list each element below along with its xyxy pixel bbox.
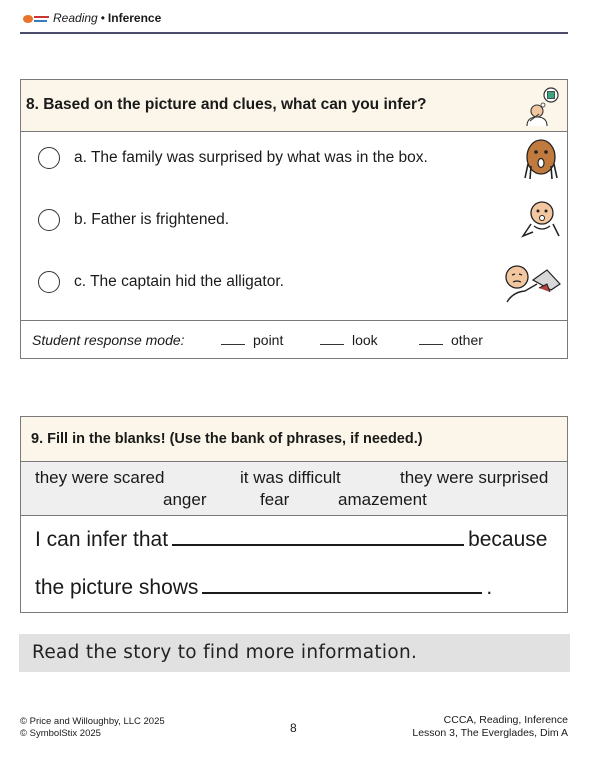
question-9-header bbox=[21, 417, 567, 462]
mode-look-blank[interactable] bbox=[320, 332, 344, 345]
header-separator: • bbox=[100, 11, 105, 25]
copyright-line-1: © Price and Willoughby, LLC 2025 bbox=[20, 716, 165, 727]
phrase-item: it was difficult bbox=[240, 468, 341, 487]
mode-look-label: look bbox=[352, 332, 378, 348]
sentence-2 bbox=[35, 574, 492, 600]
option-c-radio[interactable] bbox=[38, 271, 60, 293]
sentence-1-end: because bbox=[468, 528, 548, 551]
sentence-2-start: the picture shows bbox=[35, 576, 199, 599]
question-9-title: 9. Fill in the blanks! (Use the bank of phrases, if needed.) bbox=[31, 431, 423, 447]
question-8-title: 8. Based on the picture and clues, what can you infer? bbox=[26, 96, 427, 113]
question-8-header bbox=[21, 80, 567, 132]
thinking-person-icon bbox=[521, 84, 561, 128]
footer-lesson: Lesson 3, The Everglades, Dim A bbox=[412, 727, 568, 739]
phrase-item: anger bbox=[163, 490, 207, 509]
question-8-box bbox=[20, 79, 568, 359]
option-a[interactable] bbox=[21, 132, 567, 192]
footer-copyright bbox=[20, 716, 165, 740]
phrase-item: fear bbox=[260, 490, 290, 509]
mode-point-label: point bbox=[253, 332, 284, 348]
page-header bbox=[20, 10, 568, 34]
option-a-radio[interactable] bbox=[38, 147, 60, 169]
tip-text: Read the story to find more information. bbox=[32, 642, 418, 663]
mode-other-label: other bbox=[451, 332, 483, 348]
question-9-box bbox=[20, 416, 568, 613]
phrase-item: amazement bbox=[338, 490, 427, 509]
hiding-person-icon bbox=[503, 258, 563, 308]
sentence-2-end: . bbox=[486, 576, 493, 599]
option-b-text: b. Father is frightened. bbox=[74, 211, 230, 228]
page-number: 8 bbox=[290, 721, 297, 735]
option-b-radio[interactable] bbox=[38, 209, 60, 231]
publisher-logo-icon bbox=[22, 13, 50, 25]
frightened-person-icon bbox=[503, 196, 563, 246]
mode-point-blank[interactable] bbox=[221, 332, 245, 345]
response-mode-label: Student response mode: bbox=[32, 332, 185, 348]
phrase-bank bbox=[21, 462, 567, 516]
blank-line-2[interactable] bbox=[202, 574, 482, 594]
header-topic: Inference bbox=[107, 11, 162, 25]
response-mode-row bbox=[21, 320, 567, 358]
sentence-1-start: I can infer that bbox=[35, 528, 169, 551]
sentence-1 bbox=[35, 526, 547, 552]
option-a-text: a. The family was surprised by what was in the box. bbox=[74, 149, 428, 166]
footer-course: CCCA, Reading, Inference bbox=[443, 714, 568, 726]
phrase-item: they were surprised bbox=[400, 468, 549, 487]
footer-lesson-info bbox=[412, 714, 568, 740]
phrase-item: they were scared bbox=[35, 468, 165, 487]
mode-other-blank[interactable] bbox=[419, 332, 443, 345]
blank-line-1[interactable] bbox=[172, 526, 464, 546]
mode-look[interactable] bbox=[320, 332, 378, 348]
mode-point[interactable] bbox=[221, 332, 283, 348]
mode-other[interactable] bbox=[419, 332, 483, 348]
header-subject: Reading bbox=[53, 11, 98, 25]
copyright-line-2: © SymbolStix 2025 bbox=[20, 728, 101, 739]
option-b[interactable] bbox=[21, 194, 567, 254]
tip-banner bbox=[19, 634, 570, 672]
option-c-text: c. The captain hid the alligator. bbox=[74, 273, 284, 290]
surprised-face-icon bbox=[503, 134, 563, 184]
option-c[interactable] bbox=[21, 256, 567, 316]
